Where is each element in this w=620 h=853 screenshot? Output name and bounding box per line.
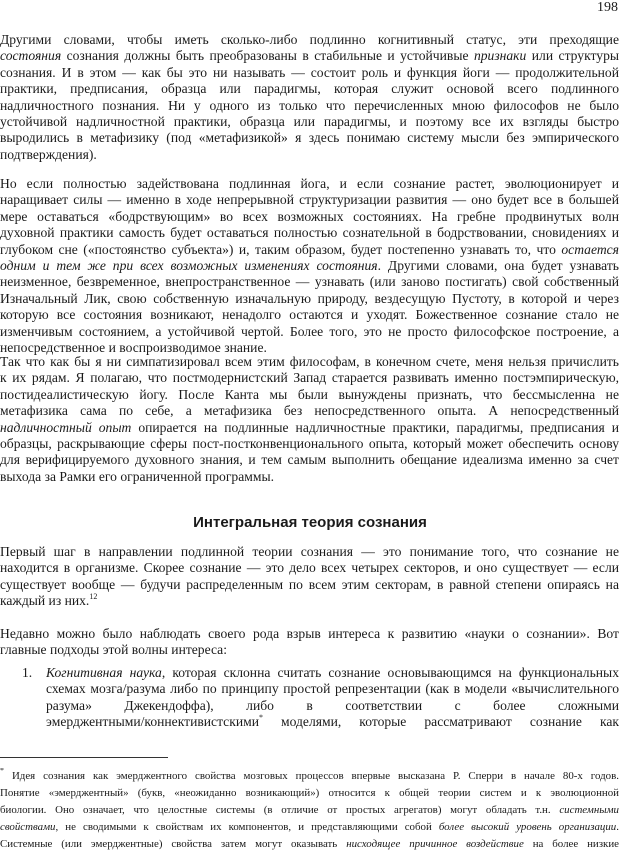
paragraph-1	[0, 32, 619, 163]
text: наращивает силы — именно в ходе непрерывной структуризации развития — оно будет все в большей	[0, 192, 619, 208]
text: или структуры	[526, 48, 619, 64]
list-number: 1.	[22, 665, 33, 680]
text: мере оставаться «бодрствующим» во всех возможных состояниях. На гребне продвинутых волн	[0, 208, 619, 224]
text: метафизика сама по себе, а метафизика без непосредственного опыта. А непосредственный	[0, 403, 619, 419]
text: Системные (или эмерджентные) свойства затем могут оказывать	[0, 838, 347, 850]
italic-text: надличностный опыт	[0, 419, 132, 435]
text: выхода за Рамки его ограниченной программы.	[0, 468, 274, 484]
numbered-list	[0, 665, 619, 731]
text-line	[0, 544, 619, 560]
text-line	[0, 324, 619, 340]
text-line	[0, 403, 619, 419]
text-line	[0, 291, 619, 307]
text-line	[0, 420, 619, 436]
text: биологии. Оно означает, что целостные системы (в отличие от простых агрегатов) могут обладать т.н.	[0, 804, 560, 816]
text: Но если полностью задействована подлинная йога, и если сознание растет, эволюционирует и	[0, 176, 619, 191]
footnote-reference: 12	[89, 593, 98, 602]
text-line	[0, 258, 619, 274]
text: подтверждения).	[0, 146, 97, 162]
text-line	[0, 436, 619, 452]
text: образцы, раскрывающие сферы пост-постконвенционального опыта, который может обеспечить основу	[0, 436, 619, 452]
text: , которая склонна считать сознание основывающимся на функциональных	[161, 665, 619, 680]
text: непосредственное и воспроизводимое знание.	[0, 340, 267, 356]
text-line	[0, 48, 619, 64]
text: сознания должны быть преобразованы в стабильные и устойчивые	[61, 48, 474, 64]
text-line	[0, 560, 619, 576]
text: изменчивым состоянием, а устойчивой чертой. Более того, это не просто философское построение, а	[0, 323, 619, 339]
italic-text: более высокий уровень организации	[438, 821, 617, 833]
text: Первый шаг в направлении подлинной теории сознания — это понимание того, что сознание не	[0, 544, 619, 559]
text: Идея сознания как эмерджентного свойства мозговых процессов впервые высказана Р. Сперри в начале 80-х годов.	[4, 770, 619, 782]
text-line	[46, 681, 619, 697]
text: находится в организме. Скорее сознание — это дело всех четырех секторов, и оно существует — если	[0, 560, 619, 576]
text: для верифицируемого духовного знания, и тем самым выполнить обещание идеализма именно за счет	[0, 452, 619, 468]
text: моделями, которые рассматривают сознание как	[262, 714, 619, 730]
text: на более низкие	[523, 838, 619, 850]
list-item-text	[46, 665, 619, 731]
page-number: 198	[597, 0, 618, 15]
text: каждый из них.	[0, 593, 90, 609]
text-line	[46, 698, 619, 714]
text: к их рядам. Я полагаю, что постмодернистский Запад старается развивать именно постэмпирическую,	[0, 370, 619, 386]
text: практики, предписания, образца или парадигмы, которая служит основой всего подлинного	[0, 81, 619, 97]
text-line	[0, 98, 619, 114]
italic-text: Когнитивная наука	[46, 665, 162, 680]
text-line	[0, 593, 619, 609]
footnote-reference: *	[258, 714, 263, 723]
text-line	[0, 176, 619, 192]
paragraph-5	[0, 626, 619, 659]
text-line	[0, 242, 619, 258]
text-line	[0, 626, 619, 642]
italic-text: остается	[561, 241, 619, 257]
italic-text: одним и тем же при всех возможных изменениях состояния	[0, 258, 378, 274]
text-line	[0, 785, 619, 802]
text: выродились в метафизику (под «метафизикой» я здесь понимаю систему мысли без эмпирического	[0, 130, 619, 146]
italic-text: нисходящее причинное воздействие	[346, 838, 524, 850]
text-line	[0, 307, 619, 323]
text-line	[0, 274, 619, 290]
text-line	[0, 819, 619, 836]
text-line	[46, 714, 619, 730]
section-heading: Интегральная теория сознания	[193, 514, 427, 531]
text-line	[0, 81, 619, 97]
text: эмерджентными/коннективистскими	[46, 714, 259, 730]
text-line	[0, 354, 619, 370]
text-line	[0, 836, 619, 853]
text: . Другими словами, она будет узнавать	[377, 258, 619, 274]
paragraph-4	[0, 544, 619, 610]
text: Понятие «эмерджентный» (букв, «неожиданно возникающий») относится к общей теории систем и к эволюционной	[0, 787, 619, 799]
text: сознания. И в этом — как бы это ни называть — состоит роль и функция йоги — продолжительной	[0, 64, 619, 80]
text-line	[0, 114, 619, 130]
text: Другими словами, чтобы иметь сколько-либо подлинно когнитивный статус, эти преходящие	[0, 32, 619, 47]
text: .	[616, 821, 619, 833]
text: глубоком сне («постоянство субъекта») и, таким образом, будет постепенно узнавать то, что	[0, 241, 562, 257]
text-line	[0, 32, 619, 48]
paragraph-2	[0, 176, 619, 356]
text: устойчивой надличностной практики, образца или парадигмы, и поэтому все их взгляды быстро	[0, 114, 619, 130]
text-line	[0, 147, 619, 163]
text: Так что как бы я ни симпатизировал всем этим философам, в конечном счете, меня нельзя причислить	[0, 354, 619, 369]
paragraph-3	[0, 354, 619, 485]
text-line	[0, 370, 619, 386]
text: , не сводимыми к свойствам их компонентов, и представляющими собой	[55, 821, 439, 833]
text-line	[0, 802, 619, 819]
text-line	[0, 469, 619, 485]
text-line	[0, 768, 619, 785]
text: которую все состояния возникают, ненадолго остаются и уходят. Божественное сознание стало не	[0, 307, 619, 323]
text-line	[0, 225, 619, 241]
text-line	[0, 452, 619, 468]
text-line	[0, 192, 619, 208]
text: духовной практики самость будет оставаться полностью сознательной в бодрствовании, сновидениях и	[0, 225, 619, 241]
italic-text: свойствами	[0, 821, 56, 833]
italic-text: состояния	[0, 48, 62, 64]
text: схемах мозга/разума либо по принципу простой репрезентации (как в модели «вычислительного	[46, 681, 619, 697]
text: существует вообще — будучи распределенным по всем этим секторам, в равной степени опираясь на	[0, 576, 619, 592]
text-line	[0, 577, 619, 593]
text-line	[0, 65, 619, 81]
footnote	[0, 768, 619, 853]
text: главные подходы этой волны интереса:	[0, 642, 227, 658]
text: надличностного познания. Ни у одного из только что перечисленных мною философов не было	[0, 97, 619, 113]
text-line	[0, 387, 619, 403]
footnote-divider	[0, 757, 168, 758]
text-line	[0, 209, 619, 225]
italic-text: системными	[559, 804, 619, 816]
text: Недавно можно было наблюдать своего рода взрыв интереса к развитию «науки о сознании». Вот	[0, 626, 619, 641]
text-line	[0, 130, 619, 146]
text-line	[0, 642, 619, 658]
text: Изначальный Лик, свою собственную изначальную природу, вездесущую Пустоту, в которой и через	[0, 290, 619, 306]
italic-text: признаки	[473, 48, 527, 64]
text-line	[46, 665, 619, 681]
text: неизменное, безвременное, внепространственное — узнавать (или заново постигать) свой собственный	[0, 274, 619, 290]
text: разума» Джекендоффа), либо в соответствии с более сложными	[46, 697, 619, 713]
text: опирается на подлинные надличностные практики, парадигмы, предписания и	[131, 419, 619, 435]
footnote-reference: *	[0, 768, 4, 775]
text: постидеалистическую йогу. После Канта мы были вынуждены признать, что бессмысленна не	[0, 386, 619, 402]
